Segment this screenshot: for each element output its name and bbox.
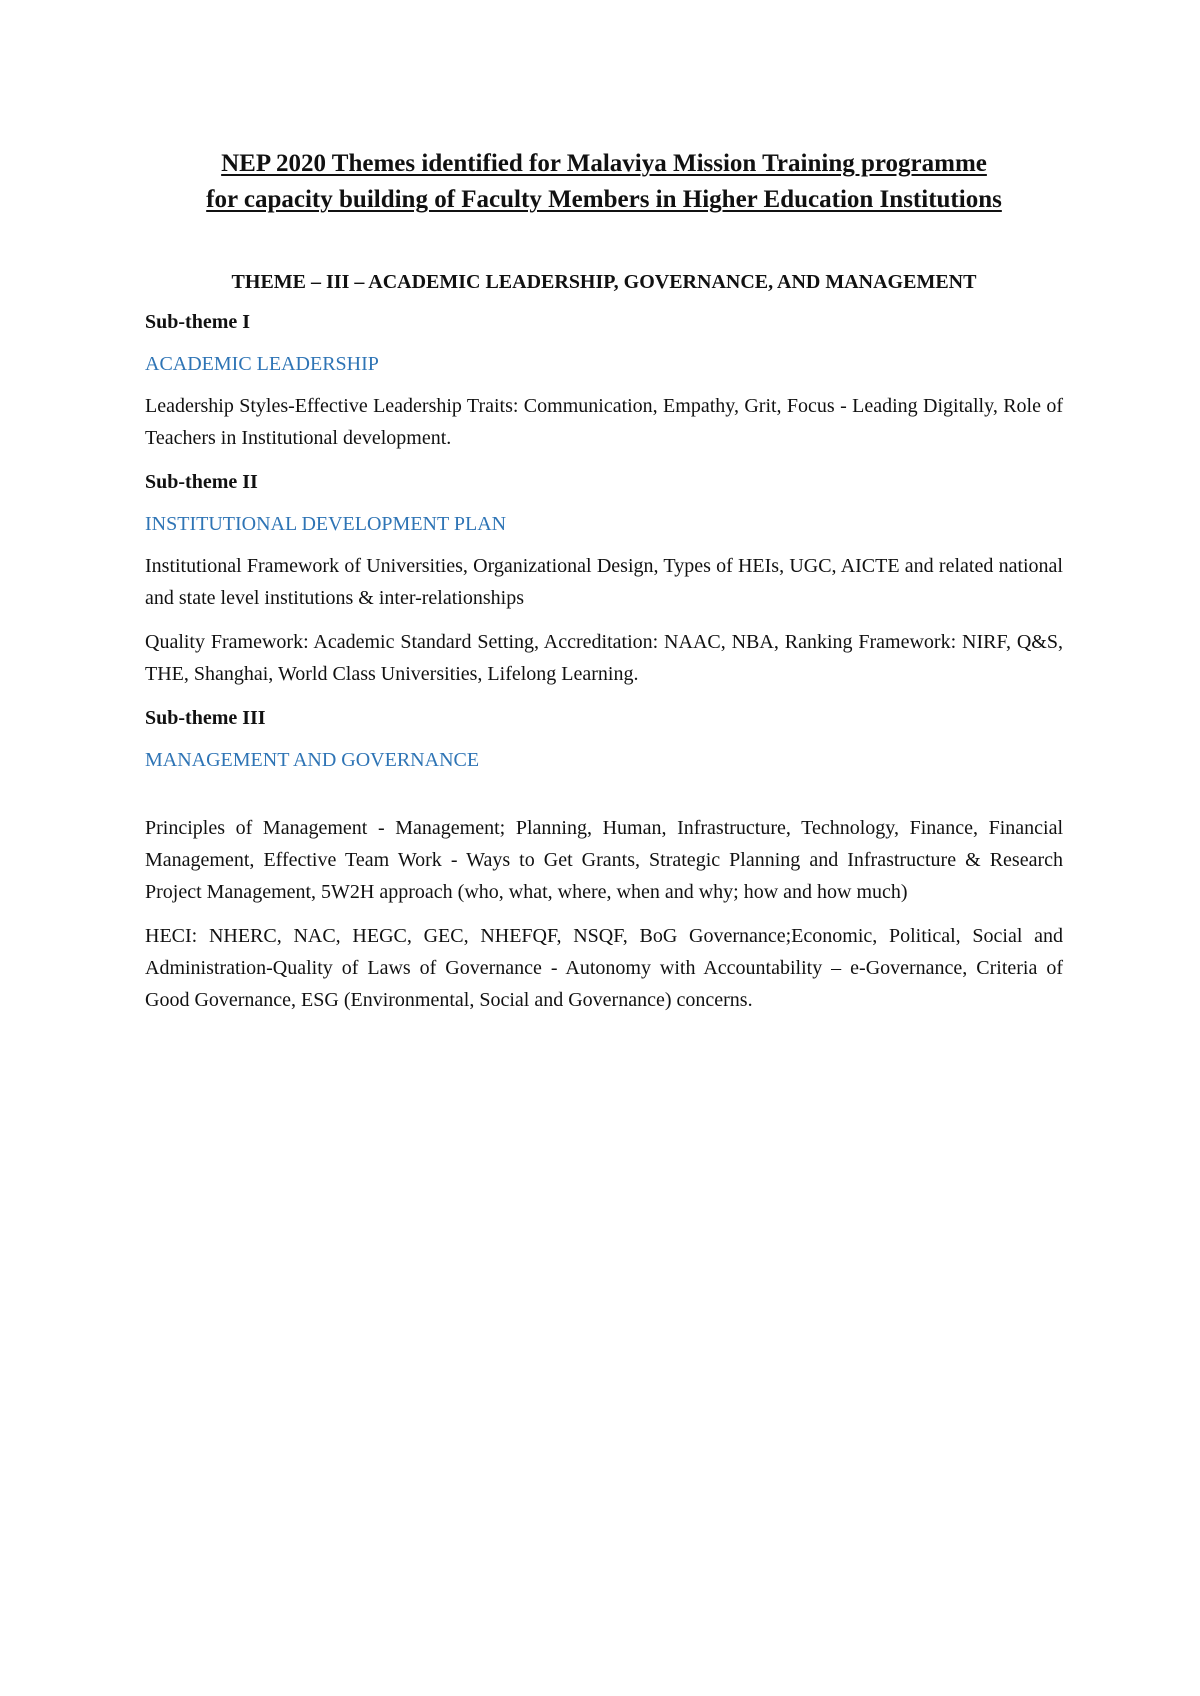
document-title-line-1: NEP 2020 Themes identified for Malaviya Mission Training programme: [221, 150, 987, 177]
subtheme-1: [145, 308, 1063, 454]
subtheme-paragraph: Principles of Management - Management; Planning, Human, Infrastructure, Technology, Finance, Financial Management, Effective Team Work - Ways to Get Grants, Strategic Planning and Infrastructure & Research Project Management, 5W2H approach (who, what, where, when and why; how and how much): [145, 817, 1063, 903]
document-title-line-2: for capacity building of Faculty Members in Higher Education Institutions: [206, 186, 1002, 213]
subtheme-label: Sub-theme II: [145, 471, 258, 493]
subtheme-label: Sub-theme I: [145, 311, 251, 333]
subtheme-title: INSTITUTIONAL DEVELOPMENT PLAN: [145, 513, 507, 535]
subtheme-3: [145, 704, 1063, 1016]
subtheme-paragraph: Institutional Framework of Universities, Organizational Design, Types of HEIs, UGC, AICTE and related national and state level institutions & inter-relationships: [145, 555, 1063, 609]
document-title: [145, 146, 1063, 218]
subtheme-title: ACADEMIC LEADERSHIP: [145, 353, 379, 375]
subtheme-paragraph: Quality Framework: Academic Standard Setting, Accreditation: NAAC, NBA, Ranking Framework: NIRF, Q&S, THE, Shanghai, World Class Universities, Lifelong Learning.: [145, 631, 1063, 685]
subtheme-title: MANAGEMENT AND GOVERNANCE: [145, 749, 480, 771]
document-page: [145, 146, 1063, 1016]
theme-heading: THEME – III – ACADEMIC LEADERSHIP, GOVERNANCE, AND MANAGEMENT: [231, 271, 977, 293]
subtheme-2: [145, 468, 1063, 690]
subtheme-paragraph: Leadership Styles-Effective Leadership Traits: Communication, Empathy, Grit, Focus - Leading Digitally, Role of Teachers in Institutional development.: [145, 395, 1063, 449]
subtheme-label: Sub-theme III: [145, 707, 266, 729]
subtheme-paragraph: HECI: NHERC, NAC, HEGC, GEC, NHEFQF, NSQF, BoG Governance;Economic, Political, Social and Administration-Quality of Laws of Governance - Autonomy with Accountability – e-Governance, Criteria of Good Governance, ESG (Environmental, Social and Governance) concerns.: [145, 925, 1063, 1011]
